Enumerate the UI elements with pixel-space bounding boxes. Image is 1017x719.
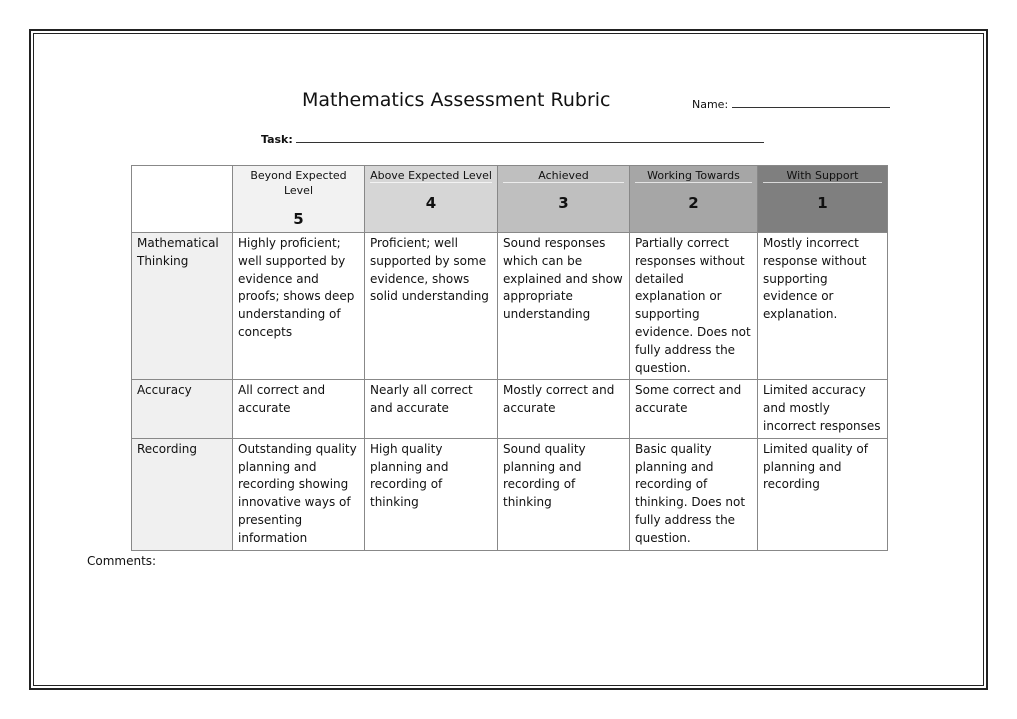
level-score: 2	[688, 194, 699, 212]
name-label: Name:	[692, 98, 729, 111]
rubric-cell: Outstanding quality planning and recording showing innovative ways of presenting information	[233, 438, 365, 550]
criterion-label: Mathematical Thinking	[132, 233, 233, 380]
rubric-cell: Mostly incorrect response without supporting evidence or explanation.	[758, 233, 888, 380]
rubric-cell: All correct and accurate	[233, 380, 365, 438]
task-field[interactable]	[261, 133, 764, 146]
level-header-3	[498, 166, 630, 233]
criterion-label: Recording	[132, 438, 233, 550]
rubric-cell: Nearly all correct and accurate	[365, 380, 498, 438]
criterion-row-mathematical-thinking	[132, 233, 888, 380]
name-blank-line	[732, 98, 890, 108]
task-label: Task:	[261, 133, 293, 146]
level-label: Achieved	[538, 169, 589, 182]
header-rule	[635, 182, 752, 183]
level-header-1	[758, 166, 888, 233]
level-score: 4	[425, 194, 437, 212]
page-title: Mathematics Assessment Rubric	[302, 89, 611, 111]
rubric-cell: Some correct and accurate	[630, 380, 758, 438]
rubric-cell: Limited quality of planning and recording	[758, 438, 888, 550]
header-corner-cell	[132, 166, 233, 233]
rubric-cell: High quality planning and recording of thinking	[365, 438, 498, 550]
name-field[interactable]	[692, 98, 890, 111]
rubric-table	[131, 165, 888, 551]
criterion-row-accuracy	[132, 380, 888, 438]
level-score: 3	[558, 194, 569, 212]
level-label: Working Towards	[647, 169, 740, 182]
rubric-cell: Basic quality planning and recording of thinking. Does not fully address the question.	[630, 438, 758, 550]
header-rule	[763, 182, 882, 183]
level-label: Beyond Expected Level	[250, 169, 347, 197]
task-blank-line	[296, 133, 764, 143]
level-header-2	[630, 166, 758, 233]
level-score: 5	[293, 210, 304, 228]
rubric-cell: Proficient; well supported by some evidence, shows solid understanding	[365, 233, 498, 380]
header-row	[132, 166, 888, 233]
rubric-cell: Mostly correct and accurate	[498, 380, 630, 438]
rubric-cell: Partially correct responses without detailed explanation or supporting evidence. Does not fully address the question.	[630, 233, 758, 380]
level-label: Above Expected Level	[370, 169, 492, 182]
criterion-label: Accuracy	[132, 380, 233, 438]
rubric-cell: Sound responses which can be explained and show appropriate understanding	[498, 233, 630, 380]
comments-label: Comments:	[87, 554, 157, 568]
level-header-4	[365, 166, 498, 233]
criterion-row-recording	[132, 438, 888, 550]
rubric-cell: Limited accuracy and mostly incorrect responses	[758, 380, 888, 438]
header-rule	[370, 182, 492, 183]
rubric-cell: Highly proficient; well supported by evidence and proofs; shows deep understanding of concepts	[233, 233, 365, 380]
level-header-5	[233, 166, 365, 233]
level-label: With Support	[786, 169, 859, 182]
header-rule	[503, 182, 624, 183]
rubric-cell: Sound quality planning and recording of thinking	[498, 438, 630, 550]
level-score: 1	[817, 194, 828, 212]
